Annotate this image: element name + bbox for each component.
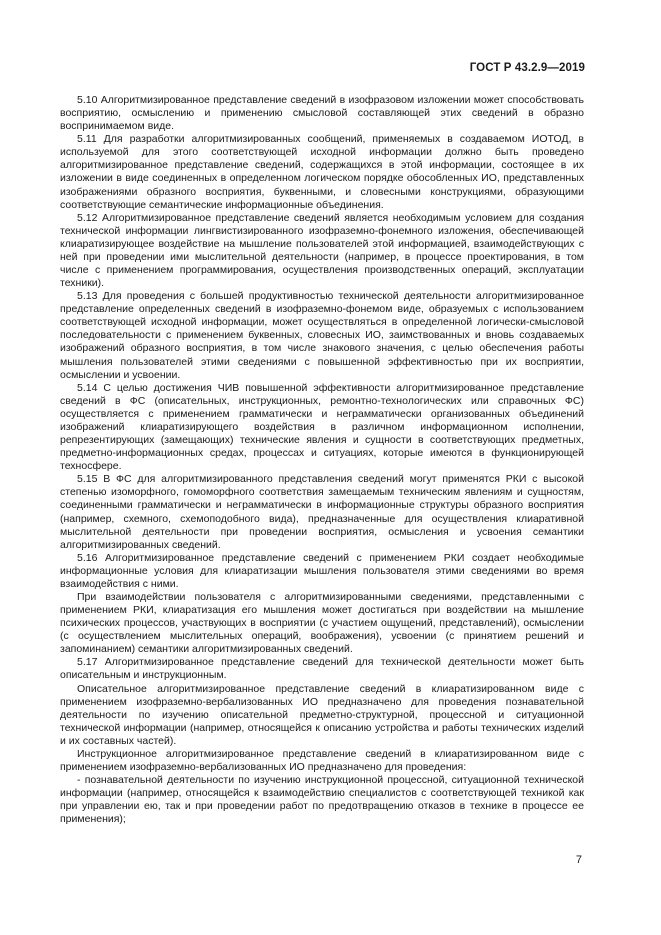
- paragraph-descriptive: Описательное алгоритмизированное представление сведений в клиаратизированном виде с применением изофраземно-вербализованных ИО предназначено для проведения познавательной деятельности по изучению описательной предметно-структурной, процессной и ситуационной технической информации (например, относящейся к описанию устройства и работы технических изделий и их составных частей).: [60, 682, 584, 747]
- paragraph-5-13: 5.13 Для проведения с большей продуктивностью технической деятельности алгоритмизированное представление определенных сведений в изофраземно-фонемом виде, образуемых с использованием соответствующей исходной информации, может осуществляться в определенной логически-смысловой последовательности с применением буквенных, словесных ИО, заимствованных и вновь создаваемых изображений образного восприятия, в том числе знакового значения, с целью обеспечения работы мышления пользователей этими сведениями с повышенной эффективностью при их восприятии, осмыслении и усвоении.: [60, 290, 584, 381]
- list-item: - познавательной деятельности по изучению инструкционной процессной, ситуационной технической информации (например, относящейся к взаимодействию специалистов с соответствующей техникой как при управлении ею, так и при проведении работ по предотвращению отказов в технике в процессе ее применения);: [60, 774, 584, 826]
- body-text: [60, 94, 584, 826]
- paragraph-5-12: 5.12 Алгоритмизированное представление сведений является необходимым условием для создания технической информации лингвистизированного изофраземно-фонемного изложения, обеспечивающей клиаратизирующее воздействие на мышление пользователей этой информацией, взаимодействующих с ней при проведении ими мыслительной деятельности (например, в процессе проектирования, в том числе с применением программирования, осуществления производственных операций, эксплуатации техники).: [60, 211, 584, 290]
- paragraph-5-16-continued: При взаимодействии пользователя с алгоритмизированными сведениями, представленными с применением РКИ, клиаратизация его мышления может достигаться при воздействии на мышление психических процессов, участвующих в восприятии (с участием ощущений, представлений), осмыслении (с осуществлением мыслительных операций, воображения), усвоении (с принятием решений и запоминанием) семантики алгоритмизированных сведений.: [60, 590, 584, 656]
- paragraph-5-17: 5.17 Алгоритмизированное представление сведений для технической деятельности может быть описательным и инструкционным.: [60, 656, 584, 682]
- standard-designation: ГОСТ Р 43.2.9—2019: [469, 62, 585, 74]
- paragraph-5-11: 5.11 Для разработки алгоритмизированных сообщений, применяемых в создаваемом ИОТОД, в используемой для этого соответствующей исходной информации должно быть проведено алгоритмизированное представление сведений, содержащихся в этой информации, состоящее в их изложении в виде соединенных в определенном логическом порядке обособленных ИО, представленных изображениями образного восприятия, буквенными, и словесными конструкциями, образующими соответствующие семантические информационные объединения.: [60, 133, 584, 211]
- paragraph-5-16: 5.16 Алгоритмизированное представление сведений с применением РКИ создает необходимые информационные условия для клиаратизации мышления пользователя этими сведениями во время взаимодействия с ними.: [60, 551, 584, 590]
- paragraph-5-10: 5.10 Алгоритмизированное представление сведений в изофразовом изложении может способствовать восприятию, осмыслению и применению смысловой составляющей этих сведений в образно воспринимаемом виде.: [60, 94, 584, 133]
- page-number: 7: [575, 854, 582, 866]
- paragraph-5-15: 5.15 В ФС для алгоритмизированного представления сведений могут применятся РКИ с высокой степенью изоморфного, гомоморфного соответствия замещаемым техническим явлениям и сущностям, соединенными грамматически и неграмматически в информационные структуры образного восприятия (например, схемного, схемоподобного вида), предназначенные для осуществления клиаративной мыслительной деятельности при проведении восприятия, осмысления и усвоения семантики алгоритмизированных сведений.: [60, 473, 584, 551]
- paragraph-5-14: 5.14 С целью достижения ЧИВ повышенной эффективности алгоритмизированное представление сведений в ФС (описательных, инструкционных, ремонтно-технологических или справочных ФС) осуществляется с применением грамматически и неграмматически организованных объединений изображений клиаратизирующего воздействия в различном информационном исполнении, репрезентирующих (замещающих) технические явления и сущности в соответствующих предметных, предметно-информационных средах, процессах и ситуациях, которые имеются в функционирующей техносфере.: [60, 381, 584, 473]
- paragraph-instructional: Инструкционное алгоритмизированное представление сведений в клиаратизированном виде с применением изофраземно-вербализованных ИО предназначено для проведения:: [60, 747, 584, 773]
